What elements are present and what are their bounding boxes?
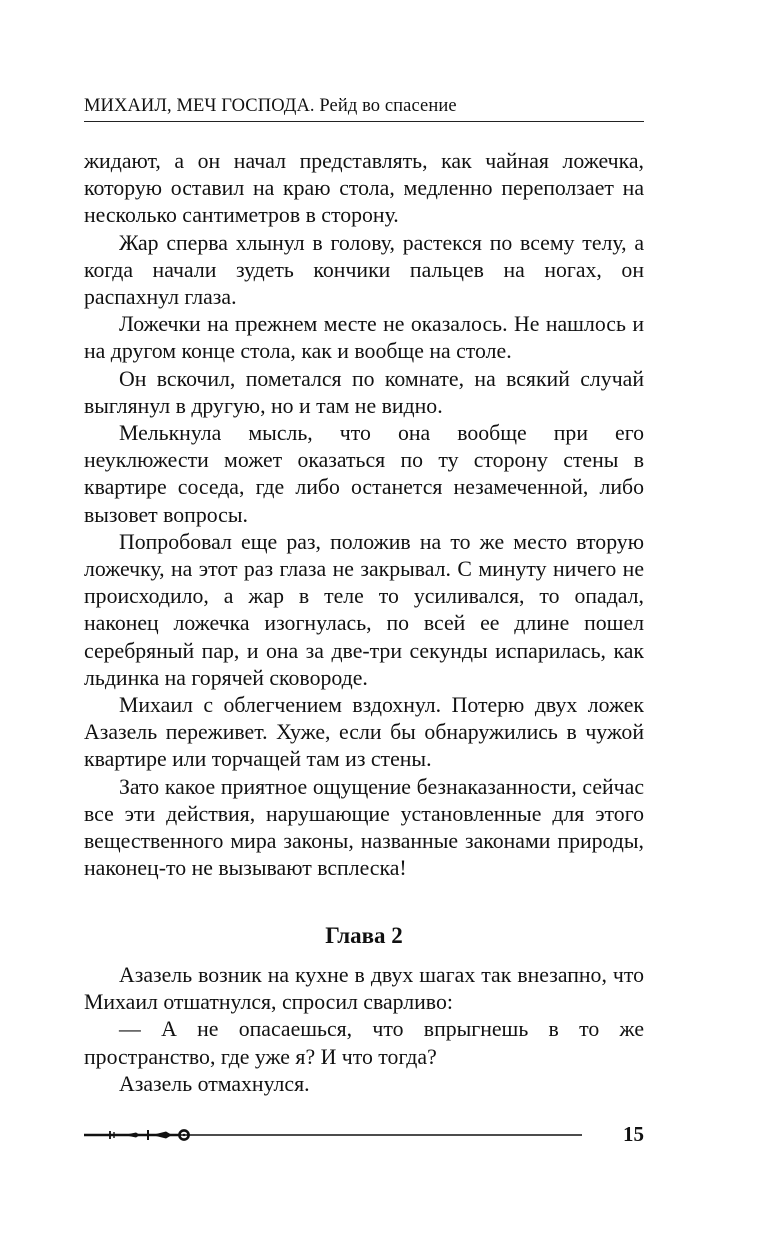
decorative-rule-ornament-icon [84, 1124, 582, 1146]
paragraph: Азазель возник на кухне в двух шагах так внезапно, что Михаил отшатнулся, спросил сварливо: [84, 963, 644, 1015]
paragraph: Зато какое приятное ощущение безнаказанности, сейчас все эти действия, нарушающие установленные для этого вещественного мира законы, названные законами природы, наконец-то не вызывают всплеска! [84, 774, 644, 881]
paragraph: Ложечки на прежнем месте не оказалось. Не нашлось и на другом конце стола, как и вообще на столе. [84, 312, 644, 364]
header-rule [84, 121, 644, 122]
chapter-text [84, 962, 644, 1098]
paragraph: Попробовал еще раз, положив на то же место вторую ложечку, на этот раз глаза не закрывал. С минуту ничего не происходило, а жар в теле то усиливался, то опадал, наконец ложечка изогнулась, по всей ее длине пошел серебряный пар, и она за две-три секунды испарилась, как льдинка на горячей сковороде. [84, 529, 644, 690]
paragraph: Азазель отмахнулся. [119, 1071, 310, 1096]
chapter-title: Глава 2 [325, 923, 403, 948]
paragraph: Мелькнула мысль, что она вообще при его неуклюжести может оказаться по ту сторону стены в квартире соседа, где либо останется незамеченной, либо вызовет вопросы. [84, 421, 644, 527]
body-text [84, 148, 644, 882]
paragraph: Он вскочил, пометался по комнате, на всякий случай выглянул в другую, но и там не видно. [84, 366, 644, 418]
paragraph: — А не опасаешься, что впрыгнешь в то же пространство, где уже я? И что тогда? [84, 1017, 644, 1069]
running-head-title: МИХАИЛ, МЕЧ ГОСПОДА. Рейд во спасение [84, 96, 457, 116]
paragraph: Михаил с облегчением вздохнул. Потерю двух ложек Азазель переживет. Хуже, если бы обнаружились в чужой квартире или торчащей там из стены. [84, 693, 644, 772]
page-number: 15 [623, 1122, 644, 1146]
paragraph: жидают, а он начал представлять, как чайная ложечка, которую оставил на краю стола, медленно переползает на несколько сантиметров в сторону. [84, 149, 644, 228]
paragraph: Жар сперва хлынул в голову, растекся по всему телу, а когда начали зудеть кончики пальцев на ногах, он распахнул глаза. [84, 230, 644, 310]
